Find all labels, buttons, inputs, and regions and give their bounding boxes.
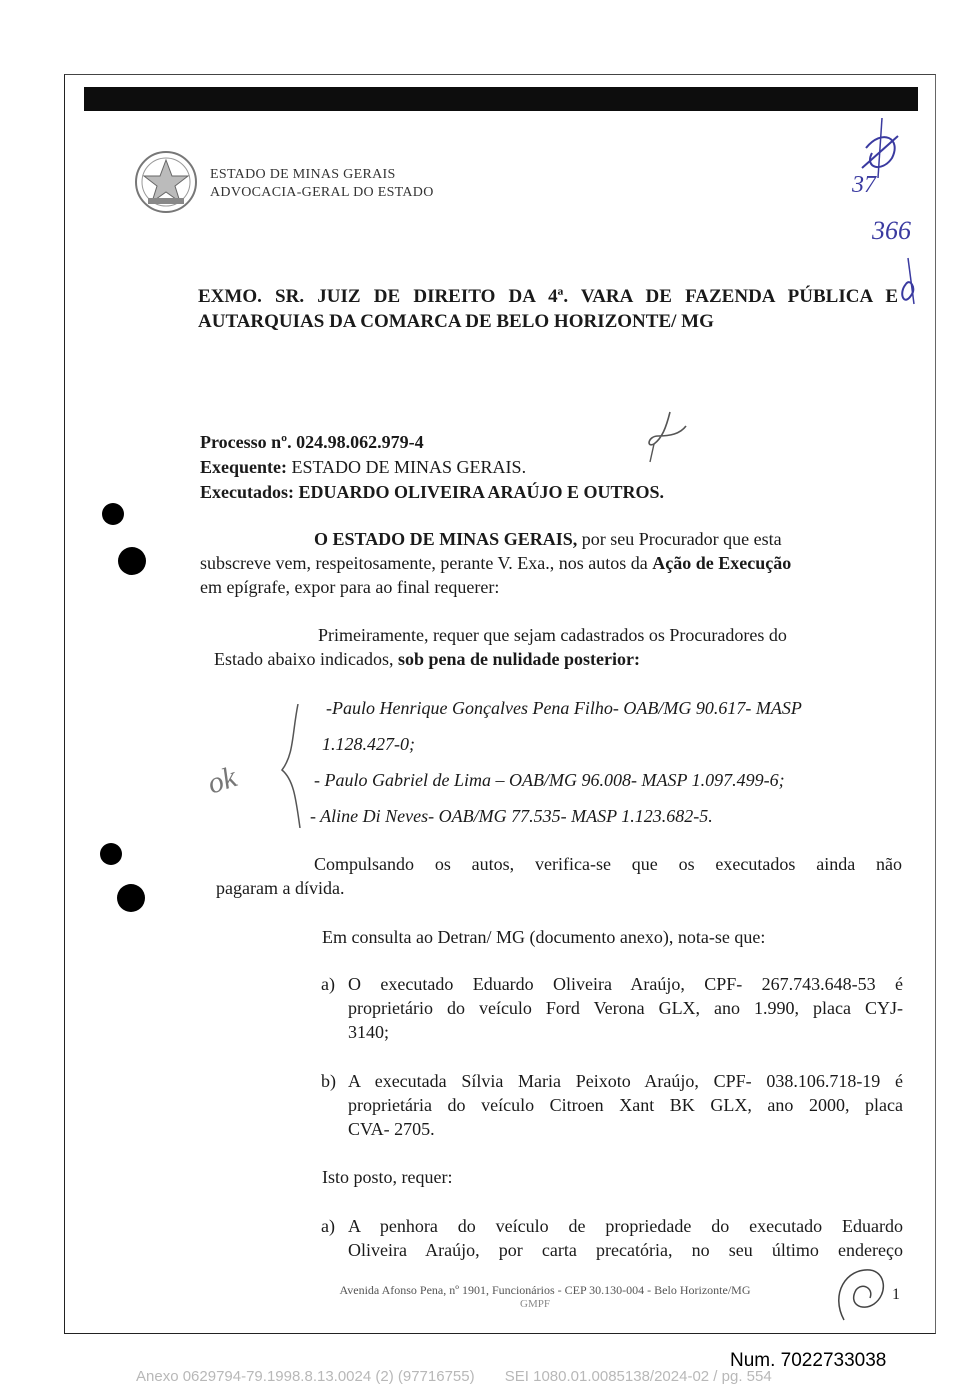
- attorney-line: 1.128.427-0;: [322, 734, 415, 754]
- attorney-line: - Paulo Gabriel de Lima – OAB/MG 96.008- MASP 1.097.499-6;: [314, 770, 785, 790]
- request-line: Primeiramente, requer que sejam cadastrados os Procuradores do: [318, 625, 787, 645]
- item-marker: a): [321, 974, 335, 994]
- plaintiff-label: Exequente:: [200, 457, 287, 477]
- intro-line: [200, 551, 900, 575]
- intro-text: subscreve vem, respeitosamente, perante V. Exa., nos autos da: [200, 553, 653, 573]
- detran-intro: Em consulta ao Detran/ MG (documento anexo), nota-se que:: [322, 927, 766, 947]
- item-line: A executada Sílvia Maria Peixoto Araújo, CPF- 038.106.718-19 é: [348, 1071, 903, 1091]
- agency-header: [210, 166, 434, 202]
- attorney-line: - Aline Di Neves- OAB/MG 77.535- MASP 1.123.682-5.: [310, 806, 713, 826]
- attorney-line: -Paulo Henrique Gonçalves Pena Filho- OAB/MG 90.617- MASP: [326, 698, 802, 718]
- vehicle-item-a: [321, 972, 903, 1044]
- intro-paragraph: [200, 527, 900, 599]
- item-body: [348, 1214, 903, 1262]
- vehicle-item-b: [321, 1069, 903, 1141]
- item-marker: b): [321, 1071, 336, 1091]
- item-line: proprietária do veículo Citroen Xant BK GLX, ano 2000, placa: [348, 1095, 903, 1115]
- debt-line: pagaram a dívida.: [216, 878, 345, 898]
- document-number: Num. 7022733038: [730, 1350, 887, 1371]
- addressee-line: EXMO. SR. JUIZ DE DIREITO DA 4ª. VARA DE FAZENDA PÚBLICA E: [198, 286, 898, 307]
- item-line: 3140;: [348, 1022, 390, 1042]
- intro-text: por seu Procurador que esta: [577, 529, 782, 549]
- handwritten-brace: [278, 704, 308, 828]
- handwritten-folio-marks: [852, 118, 922, 308]
- request-bold: sob pena de nulidade posterior:: [397, 649, 641, 669]
- request-paragraph: [214, 623, 900, 671]
- request-text: Estado abaixo indicados,: [214, 649, 398, 669]
- agency-name: ADVOCACIA-GERAL DO ESTADO: [210, 185, 434, 200]
- item-marker: a): [321, 1216, 335, 1236]
- intro-line: em epígrafe, expor para ao final requerer:: [200, 577, 500, 597]
- process-label: Processo nº.: [200, 432, 292, 452]
- debt-paragraph: [216, 852, 902, 900]
- conclusion-line: Isto posto, requer:: [322, 1167, 453, 1187]
- state-name: ESTADO DE MINAS GERAIS: [210, 167, 396, 182]
- intro-line: [200, 527, 900, 551]
- redaction-bar: [84, 87, 918, 111]
- handwritten-signature: [826, 1264, 890, 1324]
- punch-hole: [117, 884, 145, 912]
- defendants-name: EDUARDO OLIVEIRA ARAÚJO E OUTROS.: [298, 482, 665, 502]
- action-name: Ação de Execução: [652, 553, 792, 573]
- plaintiff-name: ESTADO DE MINAS GERAIS.: [291, 457, 527, 477]
- footer-sub: GMPF: [520, 1298, 550, 1310]
- punch-hole: [118, 547, 146, 575]
- addressee-line: AUTARQUIAS DA COMARCA DE BELO HORIZONTE/ MG: [198, 311, 714, 332]
- folio-number-2: 366: [872, 216, 911, 245]
- item-body: [348, 972, 903, 1044]
- defendants-line: [200, 480, 664, 505]
- process-number: 024.98.062.979-4: [296, 432, 424, 452]
- annex-stamp: [136, 1368, 798, 1385]
- punch-hole: [100, 843, 122, 865]
- intro-bold: O ESTADO DE MINAS GERAIS,: [314, 529, 578, 549]
- addressee-heading: [198, 284, 898, 334]
- folio-number-1: 37: [852, 172, 876, 198]
- item-body: [348, 1069, 903, 1141]
- punch-hole: [102, 503, 124, 525]
- item-line: proprietário do veículo Ford Verona GLX, ano 1.990, placa CYJ-: [348, 998, 903, 1018]
- footer-address: Avenida Afonso Pena, nº 1901, Funcionários - CEP 30.130-004 - Belo Horizonte/MG: [339, 1283, 751, 1297]
- item-line: O executado Eduardo Oliveira Araújo, CPF- 267.743.648-53 é: [348, 974, 903, 994]
- request-item-a: [321, 1214, 903, 1262]
- plaintiff-line: [200, 455, 664, 480]
- state-seal-icon: [134, 150, 198, 214]
- process-line: [200, 430, 664, 455]
- item-line: CVA- 2705.: [348, 1119, 435, 1139]
- ok-mark: ok: [203, 760, 241, 801]
- sei-ref: SEI 1080.01.0085138/2024-02 / pg. 554: [504, 1368, 772, 1385]
- request-line: [214, 647, 900, 671]
- debt-line: Compulsando os autos, verifica-se que os executados ainda não: [314, 854, 902, 874]
- annex-ref: Anexo 0629794-79.1998.8.13.0024 (2) (97716755): [136, 1368, 475, 1385]
- item-line: Oliveira Araújo, por carta precatória, no seu último endereço: [348, 1240, 903, 1260]
- page-number: 1: [892, 1286, 900, 1303]
- item-line: A penhora do veículo de propriedade do executado Eduardo: [348, 1216, 903, 1236]
- case-info: [200, 430, 664, 505]
- defendants-label: Executados:: [200, 482, 294, 502]
